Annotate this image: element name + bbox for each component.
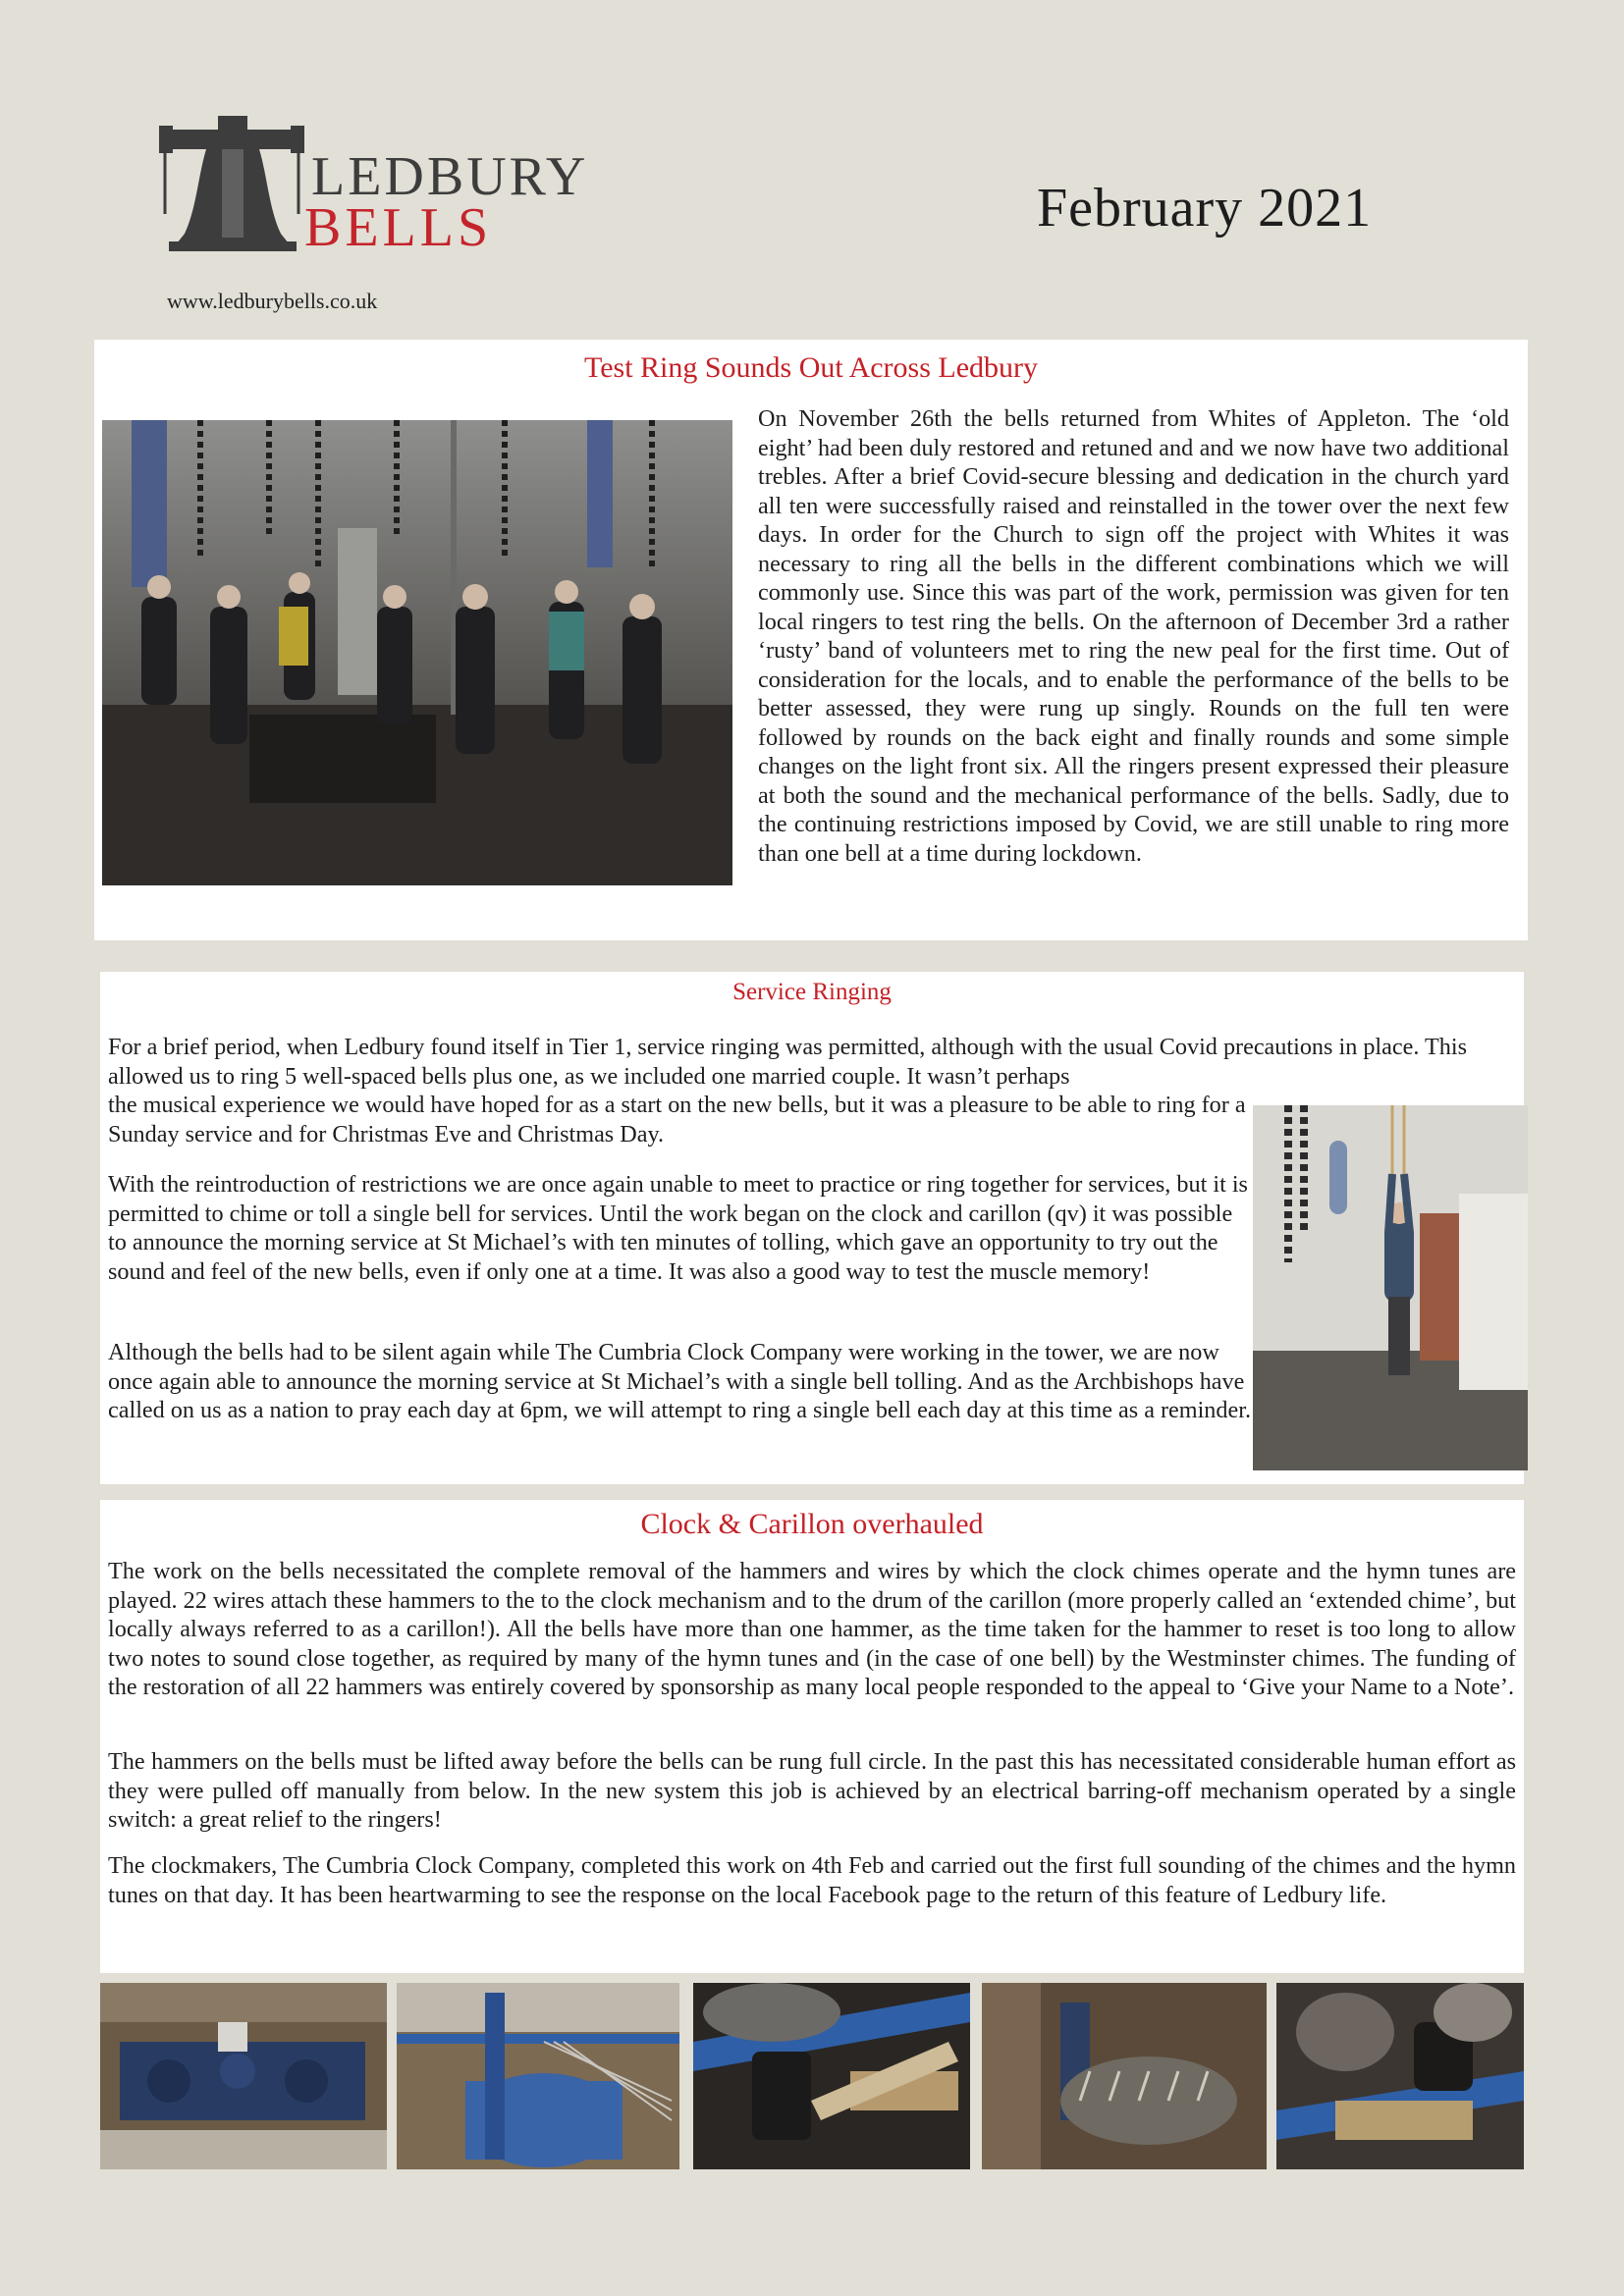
article-paragraph-1-continued: the musical experience we would have hoped for as a start on the new bells, but it was a pleasure to be able to ring for a Sunday service and for Christmas Eve and Christmas Day. [108, 1092, 1246, 1148]
article-paragraph-2: The hammers on the bells must be lifted away before the bells can be rung full circle. In the past this has necessitated considerable human effort as they were pulled off manually from below. In the new system this job is achieved by an electrical barring-off mechanism operated by a single switch: a great relief to the ringers! [108, 1748, 1516, 1833]
carillon-drum-photo [397, 1983, 679, 2169]
website-link[interactable]: www.ledburybells.co.uk [167, 289, 378, 313]
article-paragraph-1: The work on the bells necessitated the complete removal of the hammers and wires by which the clock chimes operate and the hymn tunes are played. 22 wires attach these hammers to the to the clock mechanism and to the drum of the carillon (more properly called an ‘extended chime’, but locally always referred to as a carillon!). All the bells have more than one hammer, as the time taken for the hammer to reset is too long to allow two notes to sound close together, as required by many of the hymn tunes and (in the case of one bell) by the Westminster chimes. The funding of the restoration of all 22 hammers was entirely covered by sponsorship as many local people responded to the appeal to ‘Give your Name to a Note’. [108, 1558, 1516, 1700]
article-body: On November 26th the bells returned from Whites of Appleton. The ‘old eight’ had been duly restored and retuned and and we now have two additional trebles. After a brief Covid-secure blessing and dedication in the church yard all ten were successfully raised and reinstalled in the tower over the next few days. In order for the Church to sign off the project with Whites it was necessary to ring all the bells in the different combinations which we will commonly use. Since this was part of the work, permission was given for ten local ringers to test ring the bells. On the afternoon of December 3rd a rather ‘rusty’ band of volunteers met to ring the new peal for the first time. Out of consideration for the locals, and to enable the performance of the bells to be better assessed, they were rung up singly. Rounds on the full ten were followed by rounds on the back eight and finally rounds and some simple changes on the light front six. All the ringers present expressed their pleasure at both the sound and the mechanical performance of the bells. Sadly, due to the continuing restrictions imposed by Covid, we are still unable to ring more than one bell at a time during lockdown. [758, 405, 1509, 867]
article-title: Test Ring Sounds Out Across Ledbury [583, 351, 1039, 384]
article-title: Clock & Carillon overhauled [640, 1508, 984, 1540]
bell-hammer-photo-1 [693, 1983, 970, 2169]
clock-mechanism-photo-1 [100, 1983, 387, 2169]
logo-text-ledbury: LEDBURY [311, 146, 589, 207]
bell-icon [159, 116, 306, 273]
article-test-ring [94, 340, 1528, 940]
article-paragraph-3: The clockmakers, The Cumbria Clock Company, completed this work on 4th Feb and carried out the first full sounding of the chimes and the hymn tunes on that day. It has been heartwarming to see the response on the local Facebook page to the return of this feature of Ledbury life. [108, 1852, 1516, 1908]
article-clock-carillon [100, 1500, 1524, 1973]
bell-hammer-photo-2 [1276, 1983, 1524, 2169]
article-title: Service Ringing [732, 979, 892, 1005]
article-paragraph-3: Although the bells had to be silent again while The Cumbria Clock Company were working in the tower, we are now once again able to announce the morning service at St Michael’s with a single bell tolling. And as the Archbishops have called on us as a nation to pray each day at 6pm, we will attempt to ring a single bell each day at this time as a reminder. [108, 1339, 1251, 1423]
article-paragraph-1: For a brief period, when Ledbury found itself in Tier 1, service ringing was permitted, although with the usual Covid precautions in place. This allowed us to ring 5 well-spaced bells plus one, as we included one married couple. It wasn’t perhaps [108, 1034, 1468, 1090]
article-paragraph-2: With the reintroduction of restrictions we are once again unable to meet to practice or ring together for services, but it is permitted to chime or toll a single bell for services. Until the work began on the clock and carillon (qv) it was possible to announce the morning service at St Michael’s with ten minutes of tolling, which gave an opportunity to try out the sound and feel of the new bells, even if only one at a time. It was also a good way to test the muscle memory! [108, 1171, 1248, 1285]
issue-date: February 2021 [1037, 178, 1373, 239]
logo-text-bells: BELLS [304, 197, 493, 258]
ledbury-bells-logo [159, 116, 591, 273]
hymn-drum-photo [982, 1983, 1267, 2169]
article-service-ringing [100, 972, 1524, 1484]
bell-ringer-photo [1253, 1105, 1528, 1470]
ringers-in-tower-photo [102, 420, 732, 885]
